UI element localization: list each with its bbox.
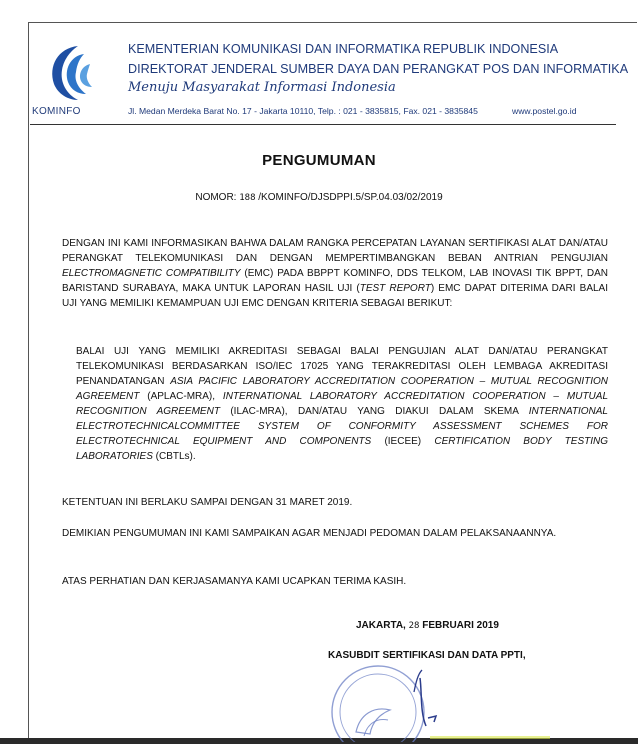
paragraph-validity: KETENTUAN INI BERLAKU SAMPAI DENGAN 31 MARET 2019. [62,497,353,508]
document-number [0,192,638,203]
paragraph-intro [62,236,608,311]
p2-text-c: (APLAC-MRA), [139,391,223,402]
document-title: PENGUMUMAN [262,152,376,169]
place: JAKARTA, [356,620,409,631]
website: www.postel.go.id [512,106,577,116]
ministry-name: KEMENTERIAN KOMUNIKASI DAN INFORMATIKA REPUBLIK INDONESIA [128,42,559,56]
p2-text-a: BALAI UJI YANG MEMILIKI AKREDITASI SEBAGAI BALAI PENGUJIAN ALAT DAN/ATAU PERANGKAT TELEKOMUNIKASI BERDASARKAN ISO/IEC 17025 YANG TERAKREDITASI OLEH LEMBAGA AKREDITASI PENANDATANGAN [76,346,608,387]
directorate-name: DIREKTORAT JENDERAL SUMBER DAYA DAN PERANGKAT POS DAN INFORMATIKA [128,62,629,76]
p1-text-a: DENGAN INI KAMI INFORMASIKAN BAHWA DALAM RANGKA PERCEPATAN LAYANAN SERTIFIKASI ALAT DAN/ATAU PERANGKAT TELEKOMUNIKASI DAN DENGAN MEMPERTIMBANGKAN BEBAN ANTRIAN PENGUJIAN [62,238,608,264]
nomor-prefix: NOMOR: [195,192,240,203]
logo-caption: KOMINFO [32,106,81,117]
p1-emc-term: ELECTROMAGNETIC COMPATIBILITY [62,268,241,279]
letterhead [30,36,630,126]
kominfo-logo-icon [44,40,102,102]
p2-iecee-term: INTERNATIONAL ELECTROTECHNICALCOMMITTEE SYSTEM OF CONFORMITY ASSESSMENT SCHEMES FOR ELECTROTECHNICAL EQUIPMENT AND COMPONENTS [76,406,608,447]
p1-text-c: (EMC) PADA BBPPT KOMINFO, DDS TELKOM, LAB INOVASI TIK BPPT, DAN BARISTAND SURABAYA, MAKA UNTUK LAPORAN HASIL UJI ( [62,268,608,294]
p2-cbtl-term: CERTIFICATION BODY TESTING LABORATORIES [76,436,609,462]
motto: Menuju Masyarakat Informasi Indonesia [128,80,396,95]
address: Jl. Medan Merdeka Barat No. 17 - Jakarta 10110, Telp. : 021 - 3835815, Fax. 021 - 3835845 [128,106,478,116]
official-stamp-icon [316,652,466,742]
place-date [356,620,499,631]
p2-ilac-term: INTERNATIONAL LABORATORY ACCREDITATION COOPERATION – MUTUAL RECOGNITION AGREEMENT [76,391,608,417]
p2-aplac-term: ASIA PACIFIC LABORATORY ACCREDITATION COOPERATION – MUTUAL RECOGNITION AGREEMENT [76,376,609,402]
date-day: 28 [408,621,420,631]
paragraph-closing: DEMIKIAN PENGUMUMAN INI KAMI SAMPAIKAN AGAR MENJADI PEDOMAN DALAM PELAKSANAANNYA. [62,528,557,539]
signatory: KASUBDIT SERTIFIKASI DAN DATA PPTI, [328,650,526,661]
p2-text-i: (CBTLs). [152,451,196,462]
nomor-suffix: /KOMINFO/DJSDPPI.5/SP.04.03/02/2019 [255,192,443,203]
p1-test-report-term: TEST REPORT [359,283,431,294]
paragraph-thanks: ATAS PERHATIAN DAN KERJASAMANYA KAMI UCAPKAN TERIMA KASIH. [62,576,407,587]
letterhead-divider [30,124,616,125]
date-rest: FEBRUARI 2019 [419,620,499,631]
paragraph-criteria [76,344,608,464]
p2-text-g: (IECEE) [371,436,435,447]
p1-text-e: ) EMC DAPAT DITERIMA DARI BALAI UJI YANG MEMILIKI KEMAMPUAN UJI EMC DENGAN KRITERIA SEBAGAI BERIKUT: [62,283,608,309]
nomor-number: 188 [239,193,256,203]
p2-text-e: (ILAC-MRA), DAN/ATAU YANG DIAKUI DALAM SKEMA [219,406,529,417]
